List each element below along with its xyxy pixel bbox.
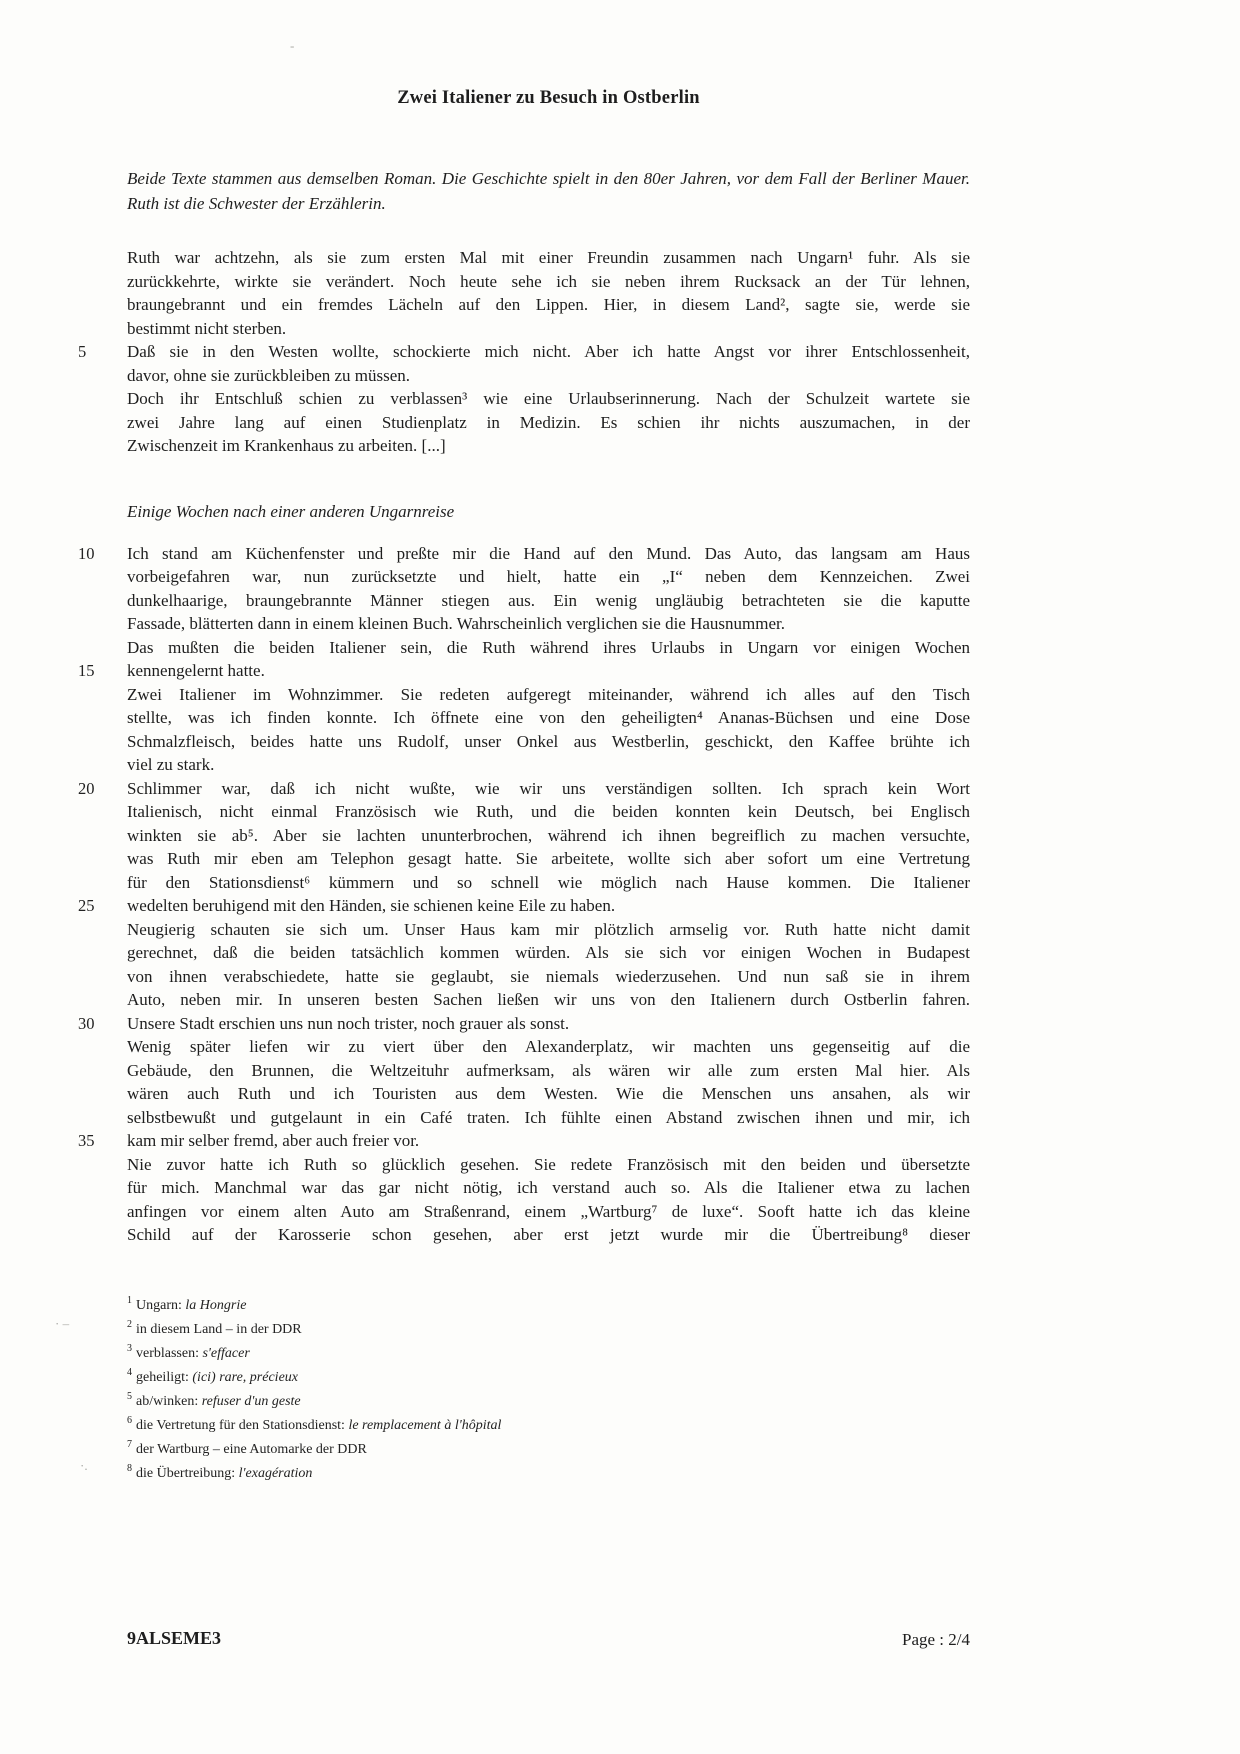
text-line-content: davor, ohne sie zurückbleiben zu müssen. (127, 365, 411, 385)
section-heading: Einige Wochen nach einer anderen Ungarnreise (127, 501, 455, 521)
intro-paragraph: Beide Texte stammen aus demselben Roman. Die Geschichte spielt in den 80er Jahren, vor dem Fall der Berliner Mauer. Ruth ist die Schwester der Erzählerin. (127, 169, 970, 213)
footnote-translation: l'exagération (235, 1466, 313, 1481)
line-number: 15 (78, 661, 95, 680)
text-line-content: Schlimmer war, daß ich nicht wußte, wie wir uns verständigen sollten. Ich sprach kein Wort (127, 778, 970, 798)
text-line-content: Schmalzfleisch, beides hatte uns Rudolf, unser Onkel aus Westberlin, geschickt, den Kaffee brühte ich (127, 731, 970, 751)
line-number: 5 (78, 342, 87, 361)
text-line-content: Unsere Stadt erschien uns nun noch trister, noch grauer als sonst. (127, 1013, 570, 1033)
footnote (127, 1366, 970, 1390)
text-line-content: gerechnet, daß die beiden tatsächlich kommen würden. Als sie sich vor einigen Wochen in Budapest (127, 943, 970, 962)
text-line-content: für mich. Manchmal war das gar nicht nötig, ich verstand auch so. Als die Italiener etwa zu lachen (127, 1178, 970, 1197)
footnote (127, 1414, 970, 1438)
text-line (78, 542, 970, 566)
line-number: 20 (78, 778, 95, 798)
text-line-content: Italienisch, nicht einmal Französisch wie Ruth, und die beiden konnten kein Deutsch, bei Englisch (127, 802, 970, 821)
text-line-content: selbstbewußt und gutgelaunt in ein Café traten. Ich fühlte einen Abstand zwischen ihnen und mir, ich (127, 1107, 970, 1127)
document-title: Zwei Italiener zu Besuch in Ostberlin (397, 88, 700, 108)
text-line-content: viel zu stark. (127, 755, 215, 774)
scan-artifact: ·. (80, 1458, 88, 1473)
text-line (127, 1223, 970, 1247)
text-line (127, 1106, 970, 1130)
text-line-content: wären auch Ruth und ich Touristen aus dem Westen. Wie die Menschen uns ansahen, als wir (127, 1084, 970, 1103)
footnote-text: geheiligt: (136, 1370, 189, 1385)
footnote-text: der Wartburg – eine Automarke der DDR (136, 1442, 367, 1457)
text-line (127, 941, 970, 965)
footnote-translation: s'effacer (198, 1346, 250, 1361)
footnote-number: 8 (127, 1463, 132, 1475)
text-line (78, 777, 970, 801)
document-code: 9ALSEME3 (127, 1628, 222, 1648)
text-line-content: Schild auf der Karosserie schon gesehen, aber erst jetzt wurde mir die Übertreibung⁸ dieser (127, 1225, 970, 1244)
text-line-content: braungebrannt und ein fremdes Lächeln auf den Lippen. Hier, in diesem Land², sagte sie, werde sie (127, 295, 970, 314)
footnote-number: 3 (127, 1343, 132, 1355)
text-line-content: zwei Jahre lang auf einen Studienplatz in Medizin. Es schien ihr nichts auszumachen, in der (127, 412, 970, 432)
main-text (78, 246, 970, 1247)
footnote-text: verblassen: (136, 1346, 199, 1361)
text-line (78, 1129, 970, 1153)
text-line (127, 434, 970, 458)
text-line (78, 340, 970, 364)
text-line (127, 800, 970, 824)
text-line (127, 387, 970, 411)
text-line-content: Auto, neben mir. In unseren besten Sachen ließen wir uns von den Italienern durch Ostberlin fahren. (127, 990, 970, 1009)
text-line (127, 1153, 970, 1177)
text-line (127, 824, 970, 848)
footnote-text: die Übertreibung: (136, 1466, 236, 1481)
text-line-content: für den Stationsdienst⁶ kümmern und so schnell wie möglich nach Hause kommen. Die Italiener (127, 872, 970, 892)
text-line-content: stellte, was ich finden konnte. Ich öffnete eine von den geheiligten⁴ Ananas-Büchsen und eine Dose (127, 708, 970, 727)
text-line-content: Wenig später liefen wir zu viert über den Alexanderplatz, wir machten uns gegenseitig auf die (127, 1037, 970, 1056)
text-line-content: wedelten beruhigend mit den Händen, sie schienen keine Eile zu haben. (127, 896, 616, 915)
footnote (127, 1462, 970, 1486)
footnote (127, 1438, 970, 1462)
text-line-content: kam mir selber fremd, aber auch freier vor. (127, 1131, 420, 1150)
text-line-content: Nie zuvor hatte ich Ruth so glücklich gesehen. Sie redete Französisch mit den beiden und übersetzte (127, 1154, 970, 1174)
footnote (127, 1390, 970, 1414)
text-line-content: von ihnen verabschiedete, hatte sie geglaubt, sie niemals wiederzusehen. Und nun saß sie in ihrem (127, 966, 970, 986)
footnote-number: 4 (127, 1367, 132, 1379)
text-block-1 (78, 246, 970, 458)
text-line (127, 270, 970, 294)
text-block-2 (78, 542, 970, 1247)
text-line-content: winkten sie ab⁵. Aber sie lachten ununterbrochen, während ich ihnen begreiflich zu machen versuchte, (127, 825, 970, 845)
text-line-content: kennengelernt hatte. (127, 661, 265, 680)
footnote (127, 1318, 970, 1342)
text-line (127, 706, 970, 730)
text-line (127, 683, 970, 707)
footnote-number: 5 (127, 1391, 132, 1403)
footnote (127, 1294, 970, 1318)
text-line (127, 847, 970, 871)
text-line (127, 411, 970, 435)
text-line (78, 1012, 970, 1036)
text-line (127, 1082, 970, 1106)
line-number: 35 (78, 1131, 95, 1150)
footnote-text: die Vertretung für den Stationsdienst: (136, 1418, 345, 1433)
text-line (127, 1035, 970, 1059)
line-number: 25 (78, 896, 95, 915)
text-line (127, 612, 970, 636)
footnote-number: 6 (127, 1415, 132, 1427)
footnotes (127, 1294, 970, 1486)
text-line-content: Zwischenzeit im Krankenhaus zu arbeiten. [...] (127, 436, 446, 455)
scan-artifact: - (290, 38, 295, 53)
footnote-translation: le remplacement à l'hôpital (344, 1418, 502, 1433)
text-line (127, 565, 970, 589)
footnote-number: 7 (127, 1439, 132, 1451)
text-line (127, 1200, 970, 1224)
text-line-content: Doch ihr Entschluß schien zu verblassen³ wie eine Urlaubserinnerung. Nach der Schulzeit wartete sie (127, 389, 970, 408)
text-line-content: dunkelhaarige, braungebrannte Männer stiegen aus. Ein wenig ungläubig betrachteten sie die kaputte (127, 590, 970, 610)
text-line-content: vorbeigefahren war, nun zurücksetzte und hielt, hatte ein „I“ neben dem Kennzeichen. Zwei (127, 567, 970, 586)
footnote-number: 2 (127, 1319, 132, 1331)
text-line (78, 894, 970, 918)
page-number: Page : 2/4 (902, 1630, 970, 1649)
line-number: 10 (78, 543, 95, 563)
text-line (127, 246, 970, 270)
text-line-content: anfingen vor einem alten Auto am Straßenrand, einem „Wartburg⁷ de luxe“. Sooft hatte ich das kleine (127, 1201, 970, 1221)
text-line-content: Fassade, blätterten dann in einem kleinen Buch. Wahrscheinlich verglichen sie die Hausnummer. (127, 614, 785, 633)
text-line-content: was Ruth mir eben am Telephon gesagt hatte. Sie arbeitete, wollte sich aber sofort um eine Vertretung (127, 849, 970, 868)
text-line-content: Zwei Italiener im Wohnzimmer. Sie redeten aufgeregt miteinander, während ich alles auf den Tisch (127, 684, 970, 704)
text-line (127, 918, 970, 942)
text-line (127, 753, 970, 777)
footnote-translation: refuser d'un geste (198, 1394, 301, 1409)
text-line-content: Ruth war achtzehn, als sie zum ersten Mal mit einer Freundin zusammen nach Ungarn¹ fuhr. Als sie (127, 248, 970, 267)
text-line (127, 1176, 970, 1200)
footnote-translation: la Hongrie (181, 1298, 247, 1313)
text-line-content: bestimmt nicht sterben. (127, 318, 287, 338)
text-line-content: zurückkehrte, wirkte sie verändert. Noch heute sehe ich sie neben ihrem Rucksack an der Tür lehnen, (127, 271, 970, 291)
footnote (127, 1342, 970, 1366)
text-line (78, 659, 970, 683)
text-line (127, 589, 970, 613)
line-number: 30 (78, 1013, 95, 1033)
text-line (127, 730, 970, 754)
text-line-content: Ich stand am Küchenfenster und preßte mir die Hand auf den Mund. Das Auto, das langsam am Haus (127, 543, 970, 563)
text-line-content: Daß sie in den Westen wollte, schockierte mich nicht. Aber ich hatte Angst vor ihrer Entschlossenheit, (127, 342, 970, 361)
text-line-content: Gebäude, den Brunnen, die Weltzeituhr aufmerksam, als wären wir alle zum ersten Mal hier. Als (127, 1060, 970, 1080)
text-line (127, 988, 970, 1012)
footnote-text: ab/winken: (136, 1394, 199, 1409)
footnote-number: 1 (127, 1295, 132, 1307)
text-line-content: Das mußten die beiden Italiener sein, die Ruth während ihres Urlaubs in Ungarn vor einigen Wochen (127, 637, 970, 657)
text-line (127, 317, 970, 341)
text-line (127, 364, 970, 388)
scan-artifact: · – (55, 1316, 70, 1331)
footnote-text: in diesem Land – in der DDR (136, 1322, 302, 1337)
text-line (127, 293, 970, 317)
text-line (127, 1059, 970, 1083)
footnote-text: Ungarn: (136, 1298, 182, 1313)
text-line (127, 965, 970, 989)
text-line (127, 871, 970, 895)
footnote-translation: (ici) rare, précieux (188, 1370, 298, 1385)
text-line-content: Neugierig schauten sie sich um. Unser Haus kam mir plötzlich armselig vor. Ruth hatte nicht damit (127, 919, 970, 939)
text-line (127, 636, 970, 660)
